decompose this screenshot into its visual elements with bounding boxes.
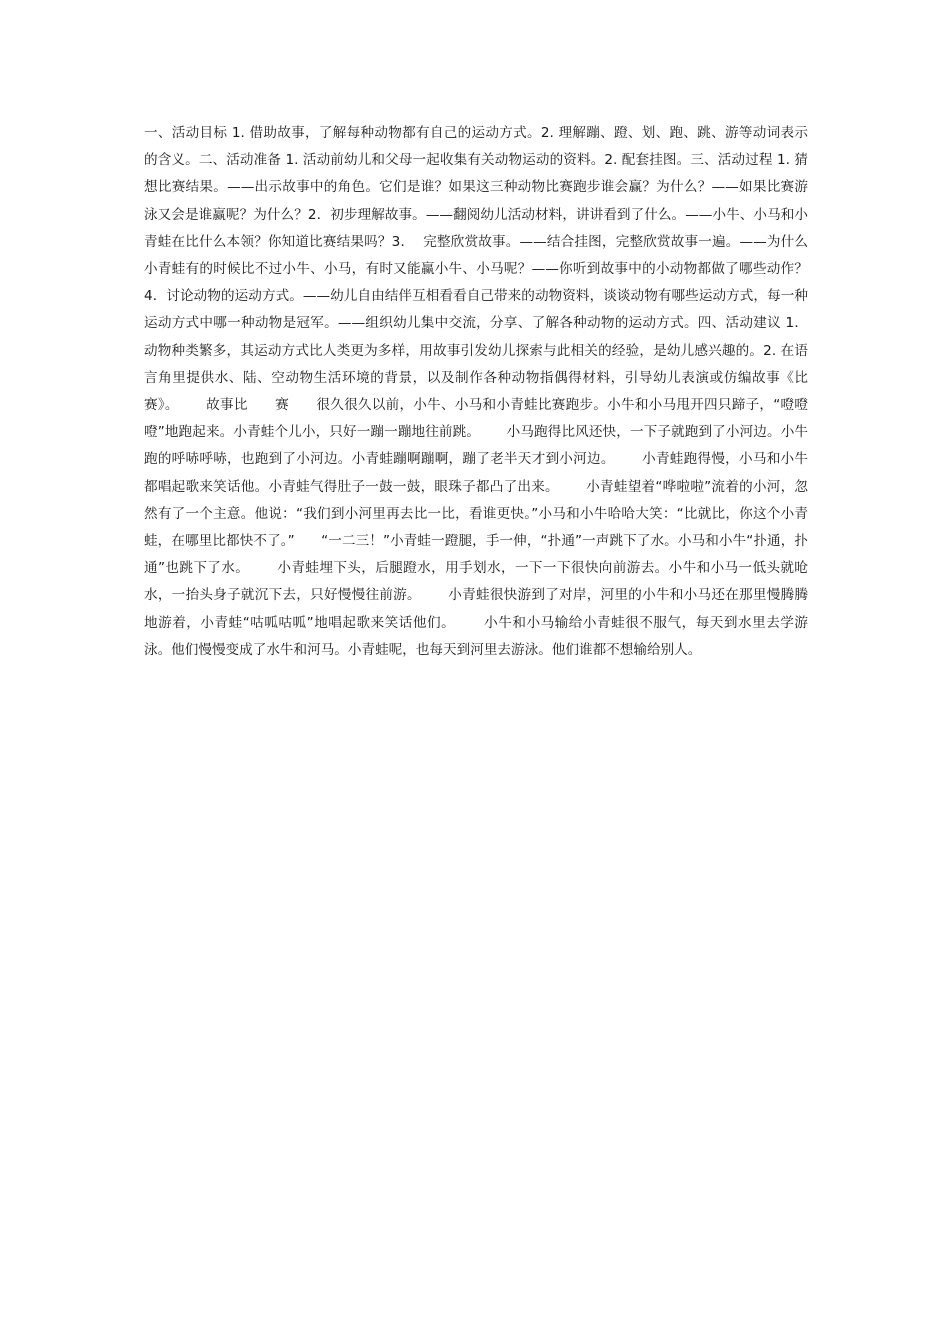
document-body-text: 一、活动目标 1. 借助故事，了解每种动物都有自己的运动方式。2. 理解蹦、蹬、划、跑、跳、游等动词表示的含义。二、活动准备 1. 活动前幼儿和父母一起收集有关动物运动的资料。2. 配套挂图。三、活动过程 1. 猜想比赛结果。——出示故事中的角色。它们是谁？如果这三种动物比赛跑步谁会赢？为什么？——如果比赛游泳又会是谁赢呢？为什么？2．初步理解故事。——翻阅幼儿活动材料，讲讲看到了什么。——小牛、小马和小青蛙在比什么本领？你知道比赛结果吗？3． 完整欣赏故事。——结合挂图，完整欣赏故事一遍。——为什么小青蛙有的时候比不过小牛、小马，有时又能赢小牛、小马呢？——你听到故事中的小动物都做了哪些动作？4．讨论动物的运动方式。——幼儿自由结伴互相看看自己带来的动物资料，谈谈动物有哪些运动方式，每一种运动方式中哪一种动物是冠军。——组织幼儿集中交流，分享、了解各种动物的运动方式。四、活动建议 1．动物种类繁多，其运动方式比人类更为多样，用故事引发幼儿探索与此相关的经验，是幼儿感兴趣的。2. 在语言角里提供水、陆、空动物生活环境的背景，以及制作各种动物指偶得材料，引导幼儿表演或仿编故事《比赛》。 故事比 赛 很久很久以前，小牛、小马和小青蛙比赛跑步。小牛和小马甩开四只蹄子，“噔噔噔”地跑起来。小青蛙个儿小，只好一蹦一蹦地往前跳。 小马跑得比风还快，一下子就跑到了小河边。小牛跑的呼哧呼哧，也跑到了小河边。小青蛙蹦啊蹦啊，蹦了老半天才到小河边。 小青蛙跑得慢，小马和小牛都唱起歌来笑话他。小青蛙气得肚子一鼓一鼓，眼珠子都凸了出来。 小青蛙望着“哗啦啦”流着的小河，忽然有了一个主意。他说：“我们到小河里再去比一比，看谁更快。”小马和小牛哈哈大笑：“比就比，你这个小青蛙，在哪里比都快不了。” “一二三！”小青蛙一蹬腿，手一伸，“扑通”一声跳下了水。小马和小牛“扑通，扑通”也跳下了水。 小青蛙埋下头，后腿蹬水，用手划水，一下一下很快向前游去。小牛和小马一低头就呛水，一抬头身子就沉下去，只好慢慢往前游。 小青蛙很快游到了对岸，河里的小牛和小马还在那里慢腾腾地游着，小青蛙“咕呱咕呱”地唱起歌来笑话他们。 小牛和小马输给小青蛙很不服气，每天到水里去学游泳。他们慢慢变成了水牛和河马。小青蛙呢，也每天到河里去游泳。他们谁都不想输给别人。 <box>144 125 808 658</box>
